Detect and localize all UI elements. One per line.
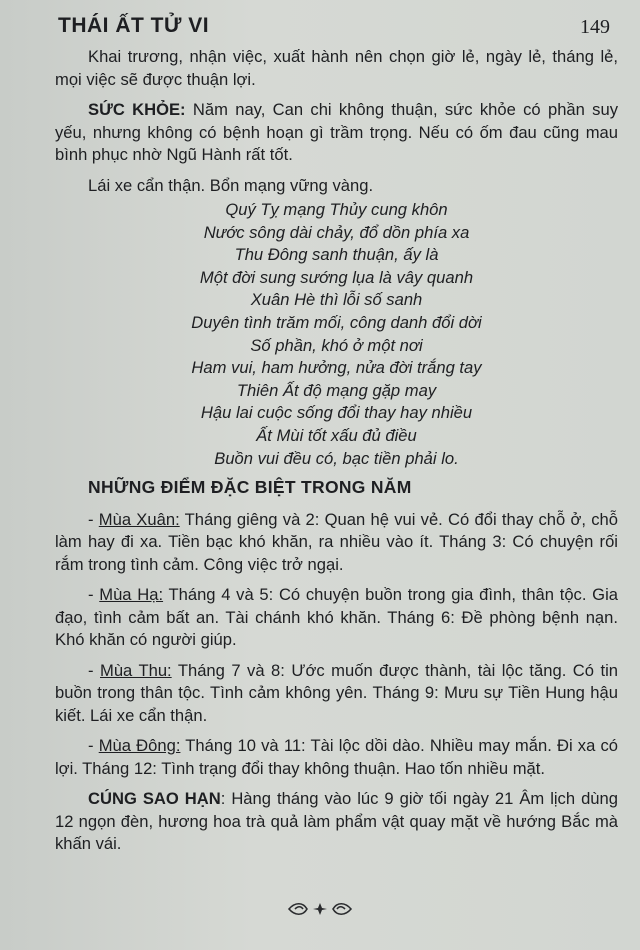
health-heading: SỨC KHỎE:: [88, 100, 186, 119]
verse-line: Một đời sung sướng lụa là vây quanh: [199, 267, 474, 287]
flourish-icon: [285, 900, 355, 918]
season-text: Tháng 10 và 11: Tài lộc dồi dào. Nhiều may mắn. Đi xa có lợi. Tháng 12: Tình trạng đổi thay không thuận. Hao tốn nhiều mặt.: [55, 736, 619, 778]
season-spring: [55, 509, 618, 577]
verse-block: [55, 199, 618, 470]
driving-paragraph: Lái xe cẩn thận. Bổn mạng vững vàng.: [88, 175, 374, 195]
verse-line: Thu Đông sanh thuận, ấy là: [234, 245, 439, 265]
season-dash: -: [88, 585, 100, 605]
season-summer: [55, 584, 618, 652]
health-text: Năm nay, Can chi không thuận, sức khỏe có phần suy yếu, nhưng không có bệnh hoạn gì trầm trọng. Nếu có ốm đau cũng mau bình phục nhờ Ngũ Hành rất tốt.: [55, 100, 618, 164]
verse-line: Số phần, khó ở một nơi: [250, 335, 423, 355]
season-autumn: [55, 660, 618, 728]
verse-line: Ất Mùi tốt xấu đủ điều: [256, 425, 417, 445]
verse-line: Ham vui, ham hưởng, nửa đời trắng tay: [191, 358, 482, 378]
page-number: 149: [580, 16, 610, 38]
season-text: Tháng 7 và 8: Ước muốn được thành, tài lộc tăng. Có tin buồn trong thân tộc. Tình cảm không yên. Tháng 9: Mưu sự Tiền Hung hậu kiết. Lái xe cẩn thận.: [55, 660, 618, 725]
offering-text: : Hàng tháng vào lúc 9 giờ tối ngày 21 Âm lịch dùng 12 ngọn đèn, hương hoa trà quả làm phẩm vật quay mặt về hướng Bắc mà khấn vái.: [55, 789, 618, 854]
health-paragraph: [55, 99, 618, 167]
season-dash: -: [88, 736, 99, 756]
ornament-icon: [0, 900, 640, 922]
season-text: Tháng 4 và 5: Có chuyện buồn trong gia đình, thân tộc. Gia đạo, tình cảm bất an. Tài chánh khó khăn. Tháng 6: Đề phòng bệnh nạn. Khó khăn có người giúp.: [55, 585, 618, 650]
section-heading: NHỮNG ĐIỂM ĐẶC BIỆT TRONG NĂM: [88, 477, 412, 498]
page-body: [55, 46, 618, 864]
offering-heading: CÚNG SAO HẠN: [88, 789, 221, 809]
verse-line: Buồn vui đều có, bạc tiền phải lo.: [214, 448, 459, 468]
offering-paragraph: [55, 788, 618, 856]
season-label: Mùa Xuân:: [98, 509, 180, 529]
page-header: [58, 12, 610, 42]
season-dash: -: [88, 509, 99, 529]
season-label: Mùa Đông:: [98, 736, 181, 756]
season-winter: [55, 735, 618, 780]
verse-line: Thiên Ất độ mạng gặp may: [236, 380, 437, 400]
season-label: Mùa Hạ:: [99, 585, 164, 605]
intro-paragraph: Khai trương, nhận việc, xuất hành nên chọn giờ lẻ, ngày lẻ, tháng lẻ, mọi việc sẽ được thuận lợi.: [55, 47, 618, 89]
season-text: Tháng giêng và 2: Quan hệ vui vẻ. Có đổi thay chỗ ở, chỗ làm hay đi xa. Tiền bạc khó khăn, ra nhiều vào ít. Tháng 3: Có chuyện rối rắm trong tình cảm. Công việc trở ngại.: [55, 509, 618, 574]
verse-line: Xuân Hè thì lỗi số sanh: [250, 290, 423, 310]
season-label: Mùa Thu:: [100, 660, 172, 680]
season-dash: -: [88, 660, 100, 680]
verse-line: Duyên tình trăm mối, công danh đổi dời: [191, 312, 482, 332]
verse-line: Hậu lai cuộc sống đổi thay hay nhiều: [200, 403, 473, 423]
verse-line: Nước sông dài chảy, đổ dồn phía xa: [203, 222, 470, 242]
running-title: THÁI ẤT TỬ VI: [58, 14, 210, 37]
verse-line: Quý Tỵ mạng Thủy cung khôn: [225, 200, 448, 219]
